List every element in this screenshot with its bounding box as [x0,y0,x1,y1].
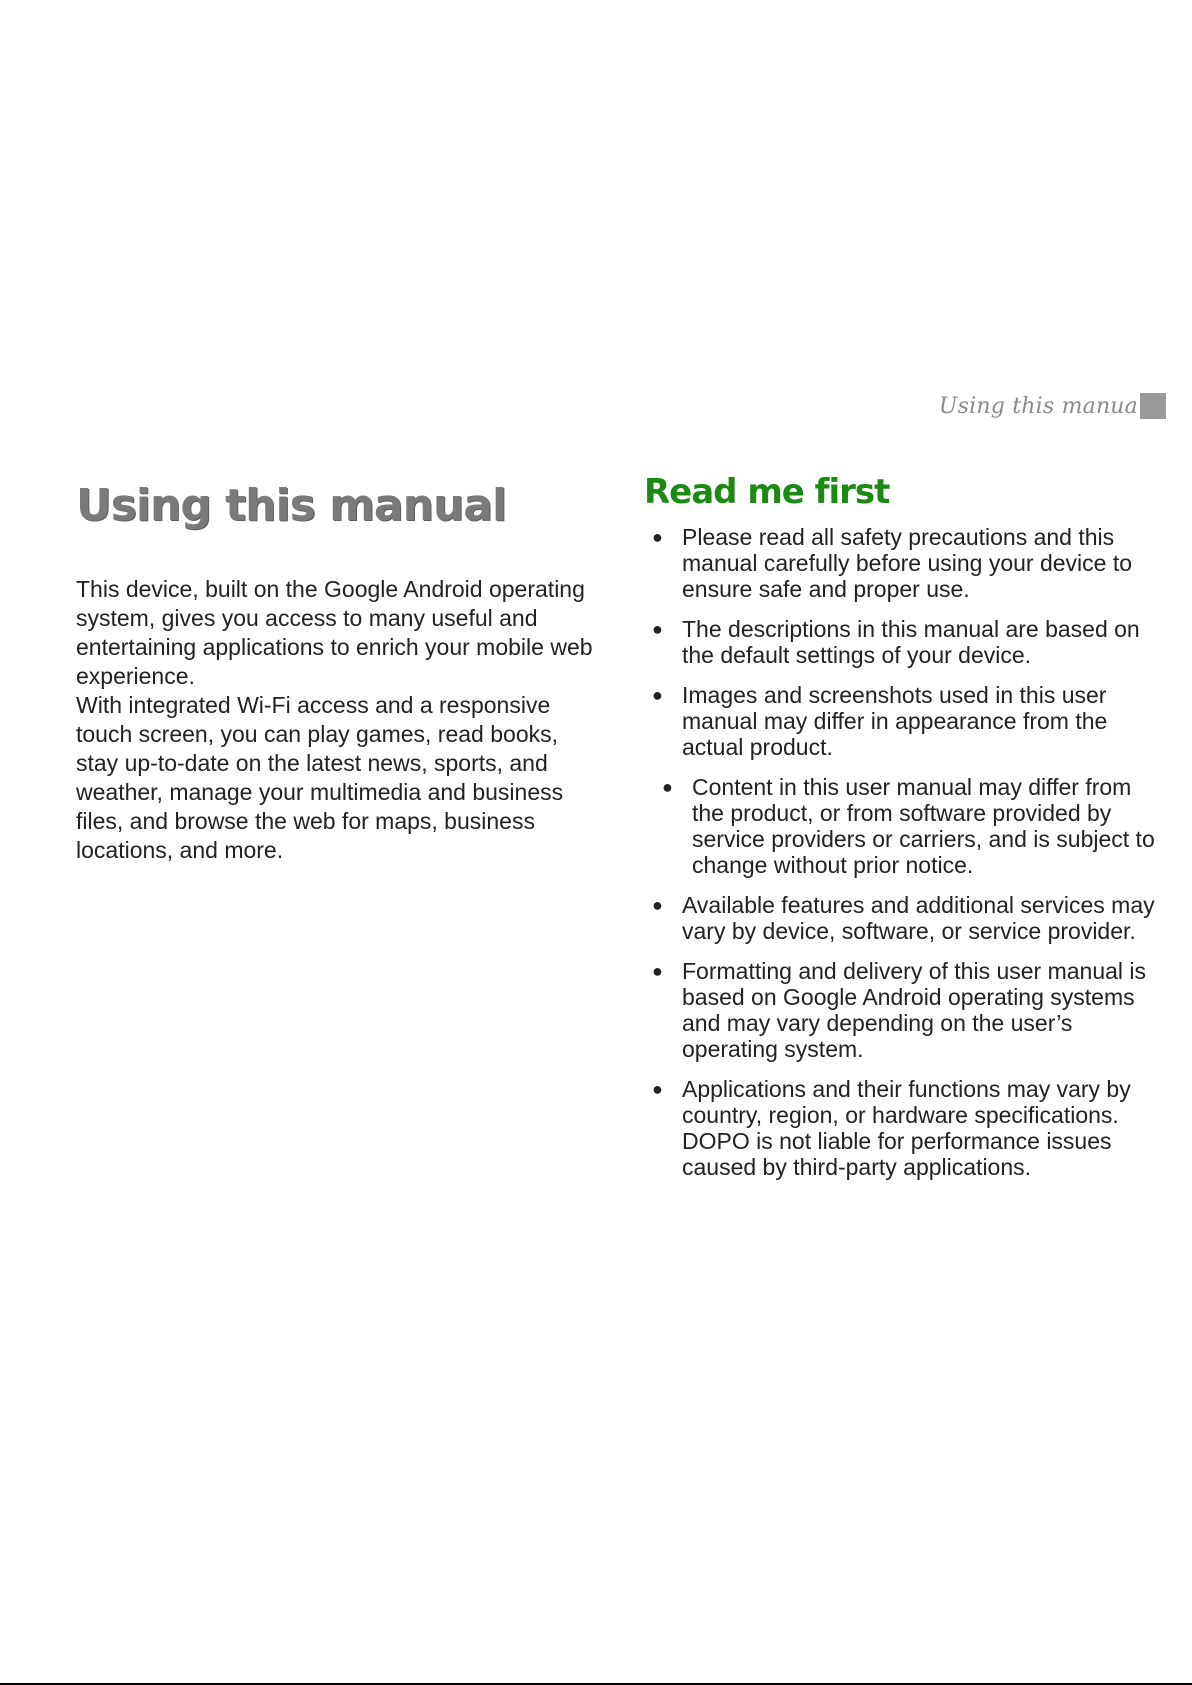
list-item-text: Formatting and delivery of this user manual is based on Google Android operating systems and may vary depending on the user’s operating system. [682,958,1147,1062]
read-me-first-list [644,524,1164,1180]
list-item-text: The descriptions in this manual are based on the default settings of your device. [682,616,1140,668]
intro-sentence-1: This device, built on the Google Android operating system, gives you access to many useful and entertaining applications to enrich your mobile web experience. [76,576,593,689]
list-item [662,774,1164,878]
list-item-text: Please read all safety precautions and this manual carefully before using your device to ensure safe and proper use. [682,524,1133,602]
list-item [652,1076,1164,1180]
bullet-icon: ● [652,1079,663,1099]
list-item-text: Applications and their functions may vary by country, region, or hardware specifications. DOPO is not liable for performance issues caused by third-party applications. [682,1076,1131,1180]
bullet-icon: ● [652,895,663,915]
list-item-text: Images and screenshots used in this user manual may differ in appearance from the actual product. [682,682,1108,760]
left-column [76,480,596,865]
bullet-icon: ● [652,527,663,547]
bullet-icon: ● [652,685,663,705]
right-column [644,472,1164,1194]
chapter-tab-marker [1140,393,1166,419]
list-item [652,958,1164,1062]
section-title-read-me-first: Read me first [644,472,890,512]
bullet-icon: ● [662,777,673,797]
running-header [939,392,1166,420]
list-item-text: Content in this user manual may differ from the product, or from software provided by service providers or carriers, and is subject to change without prior notice. [692,774,1155,878]
list-item [652,682,1164,760]
list-item [652,616,1164,668]
page-title: Using this manual [76,480,507,531]
bullet-icon: ● [652,619,663,639]
intro-sentence-2: With integrated Wi-Fi access and a responsive touch screen, you can play games, read books, stay up-to-date on the latest news, sports, and weather, manage your multimedia and business files, and browse the web for maps, business locations, and more. [76,692,564,863]
list-item [652,892,1164,944]
intro-paragraph [76,575,596,865]
bullet-icon: ● [652,961,663,981]
running-header-title: Using this manua [938,393,1138,419]
list-item [652,524,1164,602]
list-item-text: Available features and additional services may vary by device, software, or service provider. [682,892,1155,944]
